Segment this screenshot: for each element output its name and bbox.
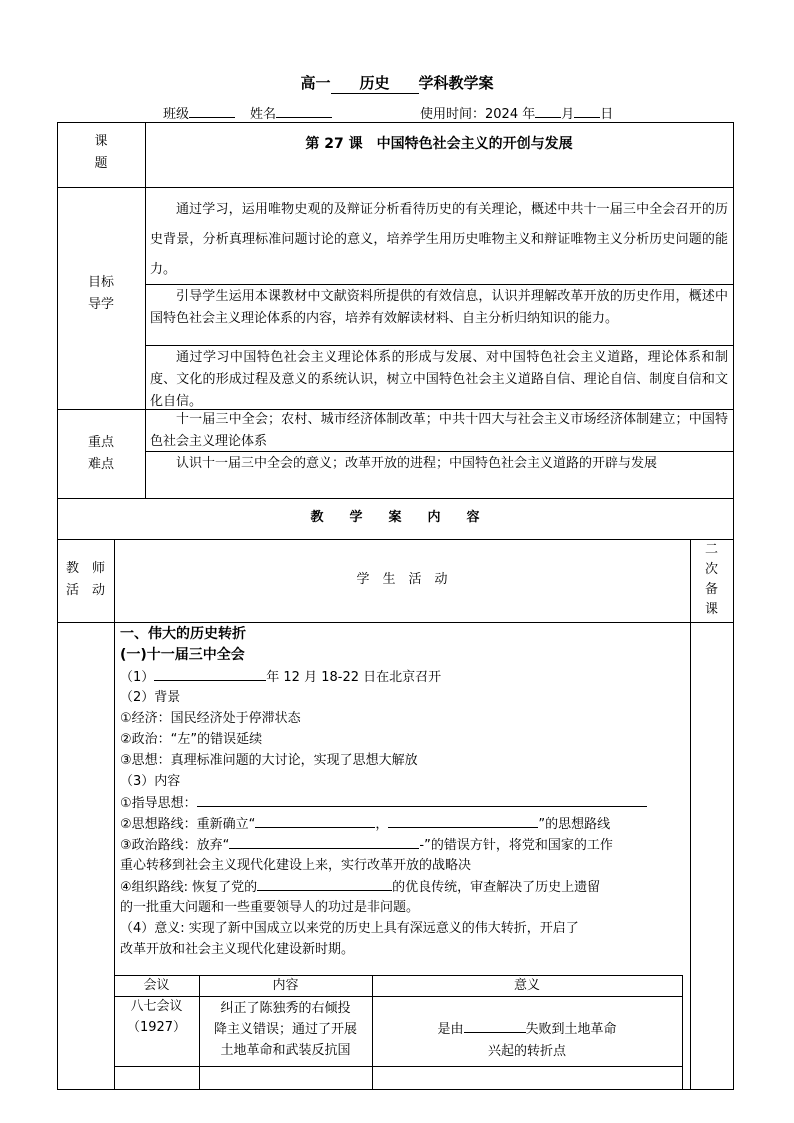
subject-label: 历史 — [359, 74, 390, 92]
name-field: 姓名 — [250, 103, 332, 122]
content-political-line: ③政治路线：放弃“ -”的错误方针，将党和国家的工作 — [120, 834, 685, 856]
date-field: 使用时间：2024 年 月 日 — [420, 103, 613, 122]
keypoints-label: 重点 难点 — [87, 435, 114, 472]
year-blank — [154, 666, 266, 681]
inner-row1-content: 纠正了陈独秀的右倾投 降主义错误；通过了开展 土地革命和武装反抗国 — [213, 1001, 357, 1058]
objective-item-2: 引导学生运用本课教材中文献资料所提供的有效信息，认识并理解改革开放的历史作用，概述中国特色社会主义理论体系的内容，培养有效解读材料、自主分析归纳知识的能力。 — [150, 289, 728, 326]
content-header: 教 学 案 内 容 — [310, 510, 480, 525]
inner-header-meaning: 意义 — [513, 978, 540, 993]
class-field: 班级 — [163, 103, 235, 122]
content-organization-line: ④组织路线: 恢复了党的 的优良传统，审查解决了历史上遗留 — [120, 876, 685, 898]
organization-blank — [257, 876, 392, 891]
item-3: （3）内容 — [120, 774, 181, 789]
page-title — [0, 72, 794, 94]
item-1: （1） 年 12 月 18-22 日在北京召开 — [120, 666, 685, 688]
name-blank — [276, 103, 332, 118]
objective-item-3: 通过学习中国特色社会主义理论体系的形成与发展、对中国特色社会主义道路，理论体系和制度、文化的形成过程及意义的系统认识，树立中国特色社会主义道路自信、理论自信、制度自信和文化自信。 — [150, 350, 728, 409]
difficult-points-text: 认识十一届三中全会的意义；改革开放的进程；中国特色社会主义道路的开辟与发展 — [176, 456, 658, 471]
key-points-text: 十一届三中全会；农村、城市经济体制改革；中共十四大与社会主义市场经济体制建立；中国特色社会主义理论体系 — [150, 412, 728, 449]
political-blank — [229, 834, 419, 849]
thought-blank-2 — [388, 813, 538, 828]
second-prep-label: 二 次 备 课 — [704, 542, 718, 617]
subsection-title: (一)十一届三中全会 — [120, 647, 245, 663]
teacher-activity-label: 教 师 活 动 — [65, 561, 105, 598]
student-activity-label: 学 生 活 动 — [356, 572, 448, 587]
guiding-blank — [197, 792, 647, 807]
lesson-title: 第 27 课 中国特色社会主义的开创与发展 — [305, 136, 573, 152]
content-organization-line-2: 的一批重大问题和一些重要领导人的功过是非问题。 — [120, 900, 420, 915]
inner-header-content: 内容 — [272, 978, 299, 993]
background-economy: ①经济：国民经济处于停滞状态 — [120, 711, 301, 726]
lesson-label: 课 题 — [94, 134, 108, 171]
inner-header-meeting: 会议 — [143, 978, 170, 993]
grade-label: 高一 — [300, 74, 331, 92]
objectives-label: 目标 导学 — [87, 275, 114, 312]
objective-item-1: 通过学习，运用唯物史观的及辩证分析看待历史的有关理论，概述中共十一届三中全会召开的历史背景，分析真理标准问题讨论的意义，培养学生用历史唯物主义和辩证唯物主义分析历史问题的能力。 — [150, 202, 728, 277]
content-guiding: ①指导思想： — [120, 792, 685, 814]
significance-line-1: （4）意义: 实现了新中国成立以来党的历史上具有深远意义的伟大转折，开启了 — [120, 921, 579, 936]
day-blank — [574, 103, 600, 118]
content-thought-line: ②思想路线：重新确立“ ， ”的思想路线 — [120, 813, 685, 835]
title-suffix: 学科教学案 — [418, 74, 494, 92]
background-thought: ③思想：真理标准问题的大讨论，实现了思想大解放 — [120, 753, 418, 768]
background-politics: ②政治：“左”的错误延续 — [120, 732, 263, 747]
subject-underline — [331, 72, 419, 94]
significance-line-2: 改革开放和社会主义现代化建设新时期。 — [120, 942, 355, 957]
class-blank — [189, 103, 235, 118]
thought-blank-1 — [255, 813, 375, 828]
month-blank — [535, 103, 561, 118]
meaning-blank — [464, 1018, 526, 1033]
content-political-line-2: 重心转移到社会主义现代化建设上来，实行改革开放的战略决 — [120, 858, 472, 873]
inner-row1-meeting: 八七会议 （1927） — [126, 999, 187, 1035]
inner-row1-meaning: 是由 失败到土地革命 兴起的转折点 — [372, 1018, 682, 1063]
section-title: 一、伟大的历史转折 — [120, 626, 246, 642]
item-2: （2）背景 — [120, 690, 181, 705]
